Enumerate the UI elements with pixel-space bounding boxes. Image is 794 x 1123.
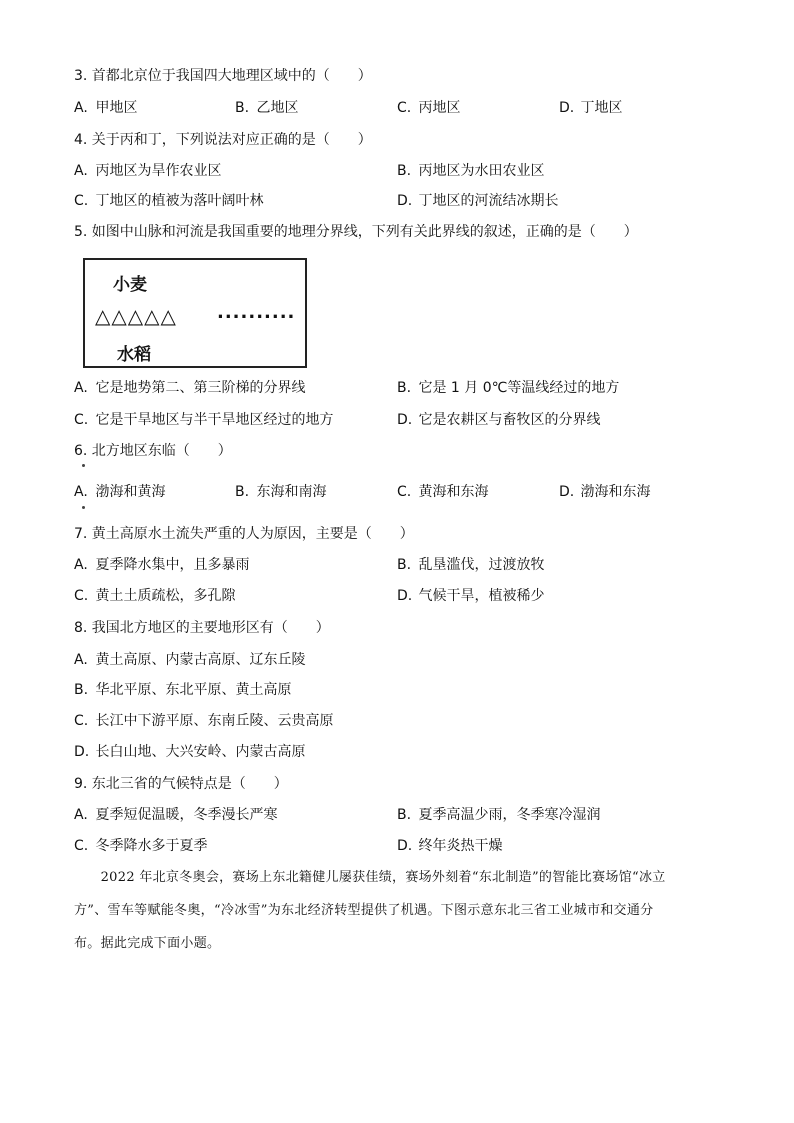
option-letter: B.: [397, 163, 412, 179]
question-8-stem: 8. 我国北方地区的主要地形区有（ ）: [74, 620, 330, 636]
option-text: 丁地区的植被为落叶阔叶林: [95, 193, 264, 209]
q5-option-a: [74, 378, 305, 398]
option-letter: A.: [74, 557, 88, 573]
option-letter: B.: [74, 682, 89, 698]
option-text: 东海和南海: [256, 484, 327, 500]
option-letter: B.: [235, 484, 250, 500]
option-text: 渤海和东海: [580, 484, 651, 500]
option-letter: D.: [397, 838, 413, 854]
option-text: 甲地区: [95, 100, 138, 116]
option-text: 华北平原、东北平原、黄土高原: [95, 682, 292, 698]
option-letter: A.: [74, 484, 88, 500]
q5-option-b: [397, 378, 619, 398]
option-letter: A.: [74, 100, 88, 116]
q4-option-c: [74, 191, 263, 211]
question-9-stem: 9. 东北三省的气候特点是（ ）: [74, 776, 288, 792]
option-text: 丙地区: [418, 100, 461, 116]
option-letter: C.: [397, 484, 412, 500]
q7-option-c: [74, 586, 235, 606]
q9-option-a: [74, 805, 277, 825]
q6-option-a: [74, 482, 165, 502]
q3-option-b: [235, 98, 298, 118]
option-letter: A.: [74, 163, 88, 179]
option-letter: A.: [74, 652, 88, 668]
q9-option-d: [397, 836, 502, 856]
question-3-stem: 3. 首都北京位于我国四大地理区域中的（ ）: [74, 68, 372, 84]
option-letter: A.: [74, 807, 88, 823]
option-letter: D.: [74, 744, 90, 760]
option-text: 丁地区: [580, 100, 623, 116]
option-text: 丙地区为水田农业区: [418, 163, 545, 179]
option-text: 黄土高原、内蒙古高原、辽东丘陵: [95, 652, 306, 668]
q4-option-d: [397, 191, 558, 211]
question-7-stem: 7. 黄土高原水土流失严重的人为原因，主要是（ ）: [74, 526, 414, 542]
q5-option-d: [397, 410, 600, 430]
q3-option-d: [559, 98, 622, 118]
option-text: 冬季降水多于夏季: [95, 838, 208, 854]
option-letter: B.: [235, 100, 250, 116]
scan-speck: [82, 506, 85, 509]
option-text: 它是地势第二、第三阶梯的分界线: [95, 380, 306, 396]
option-text: 它是 1 月 0℃等温线经过的地方: [418, 380, 620, 396]
option-text: 夏季短促温暖，冬季漫长严寒: [95, 807, 278, 823]
q9-option-c: [74, 836, 207, 856]
option-text: 乙地区: [256, 100, 299, 116]
option-letter: B.: [397, 380, 412, 396]
option-text: 丁地区的河流结冰期长: [418, 193, 559, 209]
option-text: 终年炎热干燥: [418, 838, 503, 854]
option-text: 夏季降水集中，且多暴雨: [95, 557, 250, 573]
option-text: 长白山地、大兴安岭、内蒙古高原: [95, 744, 306, 760]
option-letter: C.: [74, 412, 89, 428]
rice-label: 水稻: [117, 345, 151, 365]
q7-option-d: [397, 586, 544, 606]
wheat-label: 小麦: [113, 275, 147, 295]
question-4-stem: 4. 关于丙和丁，下列说法对应正确的是（ ）: [74, 132, 372, 148]
option-letter: A.: [74, 380, 88, 396]
q8-option-b: [74, 680, 291, 700]
option-text: 它是农耕区与畜牧区的分界线: [418, 412, 601, 428]
option-letter: D.: [559, 484, 575, 500]
option-text: 丙地区为旱作农业区: [95, 163, 222, 179]
q3-option-a: [74, 98, 137, 118]
q6-option-c: [397, 482, 488, 502]
option-letter: D.: [397, 193, 413, 209]
q7-option-a: [74, 555, 249, 575]
river-dotted-line: ..........: [217, 302, 296, 323]
option-letter: C.: [74, 713, 89, 729]
passage-line-1: 2022 年北京冬奥会，赛场上东北籍健儿屡获佳绩，赛场外刻着“东北制造”的智能比赛场馆“冰立: [74, 870, 666, 885]
option-text: 气候干旱，植被稀少: [418, 588, 545, 604]
option-letter: C.: [74, 588, 89, 604]
passage-line-3: 布。据此完成下面小题。: [74, 936, 221, 951]
question-6-stem: 6. 北方地区东临（ ）: [74, 443, 232, 459]
q4-option-a: [74, 161, 221, 181]
option-letter: C.: [397, 100, 412, 116]
option-text: 黄海和东海: [418, 484, 489, 500]
q8-option-d: [74, 742, 305, 762]
q5-option-c: [74, 410, 333, 430]
q6-option-d: [559, 482, 650, 502]
q9-option-b: [397, 805, 600, 825]
mountain-triangles-icon: △△△△△: [95, 304, 177, 328]
option-text: 长江中下游平原、东南丘陵、云贵高原: [95, 713, 334, 729]
option-letter: D.: [397, 588, 413, 604]
q6-option-b: [235, 482, 326, 502]
question-5-stem: 5. 如图中山脉和河流是我国重要的地理分界线，下列有关此界线的叙述，正确的是（ ）: [74, 224, 638, 240]
option-text: 渤海和黄海: [95, 484, 166, 500]
q3-option-c: [397, 98, 460, 118]
q8-option-c: [74, 711, 333, 731]
option-letter: D.: [559, 100, 575, 116]
option-text: 乱垦滥伐，过渡放牧: [418, 557, 545, 573]
option-letter: C.: [74, 193, 89, 209]
option-letter: D.: [397, 412, 413, 428]
option-letter: B.: [397, 807, 412, 823]
option-letter: C.: [74, 838, 89, 854]
q4-option-b: [397, 161, 544, 181]
q8-option-a: [74, 650, 305, 670]
scan-speck: [82, 464, 85, 467]
q7-option-b: [397, 555, 544, 575]
boundary-diagram: [83, 258, 307, 368]
passage-line-2: 方”、雪车等赋能冬奥，“冷冰雪”为东北经济转型提供了机遇。下图示意东北三省工业城市和交通分: [74, 903, 654, 918]
option-text: 它是干旱地区与半干旱地区经过的地方: [95, 412, 334, 428]
option-letter: B.: [397, 557, 412, 573]
option-text: 夏季高温少雨，冬季寒冷湿润: [418, 807, 601, 823]
option-text: 黄土土质疏松，多孔隙: [95, 588, 236, 604]
